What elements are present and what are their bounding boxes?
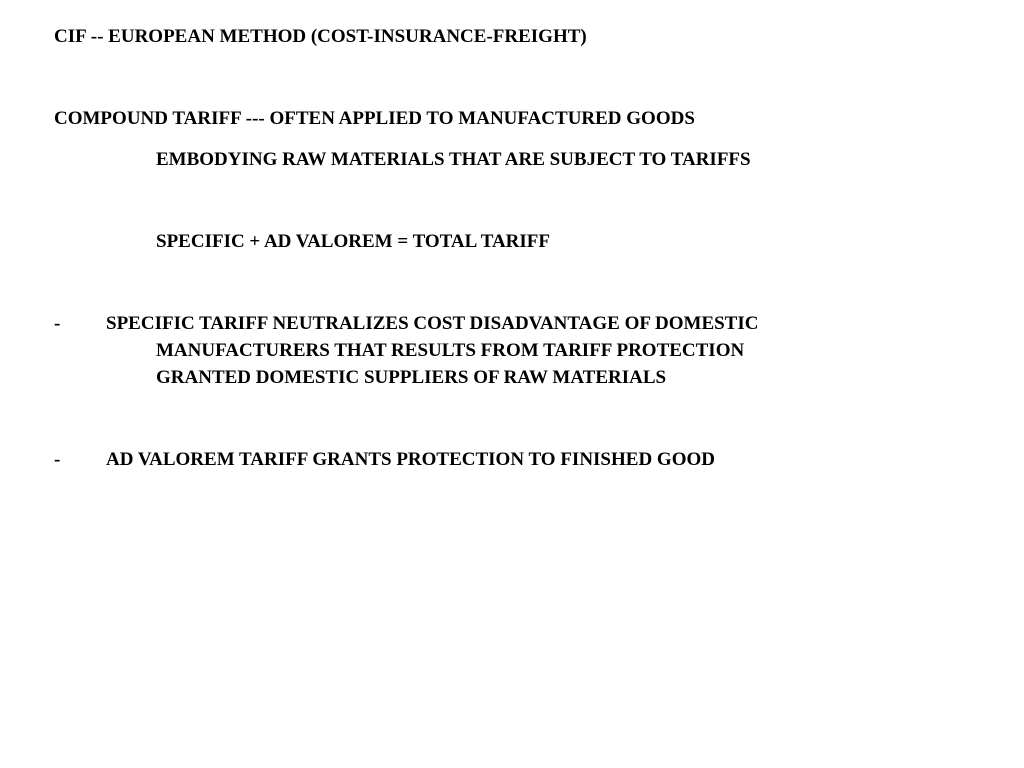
specific-tariff-line-2: MANUFACTURERS THAT RESULTS FROM TARIFF PROTECTION — [156, 340, 745, 361]
ad-valorem-line: AD VALOREM TARIFF GRANTS PROTECTION TO FINISHED GOOD — [106, 449, 715, 470]
specific-tariff-line-3: GRANTED DOMESTIC SUPPLIERS OF RAW MATERIALS — [156, 367, 667, 388]
bullet-marker: - — [54, 449, 61, 470]
specific-tariff-line-1: SPECIFIC TARIFF NEUTRALIZES COST DISADVANTAGE OF DOMESTIC — [106, 313, 759, 334]
compound-tariff-line-2: EMBODYING RAW MATERIALS THAT ARE SUBJECT TO TARIFFS — [156, 149, 751, 170]
cif-heading: CIF -- EUROPEAN METHOD (COST-INSURANCE-FREIGHT) — [54, 26, 587, 47]
tariff-formula: SPECIFIC + AD VALOREM = TOTAL TARIFF — [156, 231, 550, 252]
bullet-marker: - — [54, 313, 61, 334]
compound-tariff-line-1: COMPOUND TARIFF --- OFTEN APPLIED TO MANUFACTURED GOODS — [54, 108, 695, 129]
